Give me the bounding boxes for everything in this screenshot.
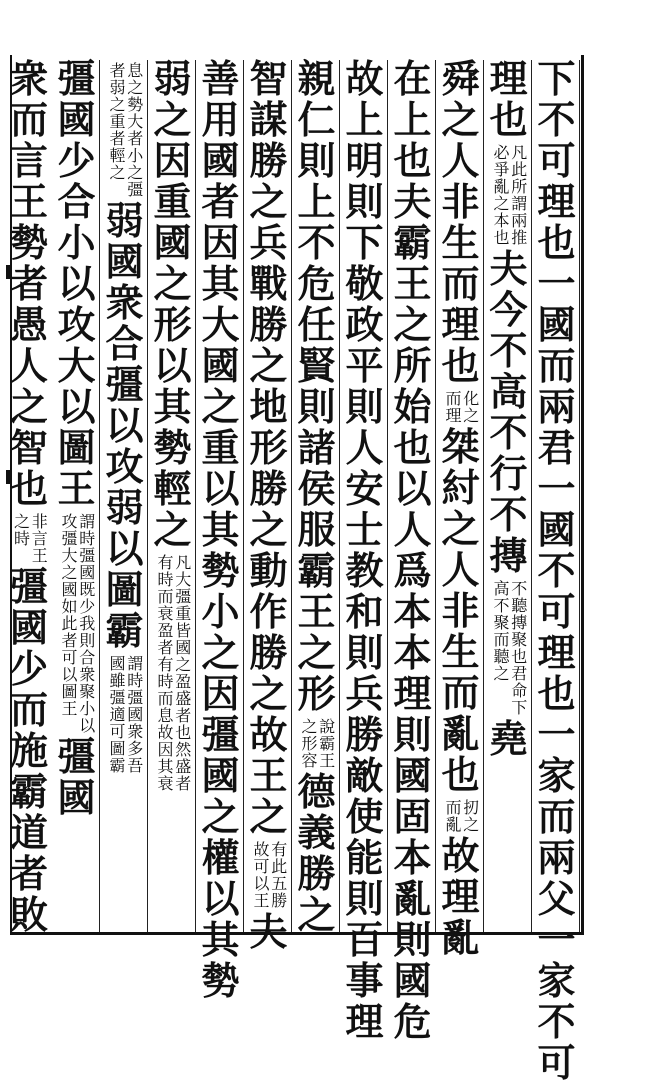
commentary-line: 必爭亂之本也 (491, 144, 510, 246)
main-char: 賢 (297, 343, 336, 388)
main-char: 而 (441, 261, 480, 306)
main-char: 之 (153, 507, 192, 552)
main-char: 兩 (537, 384, 576, 429)
main-char: 弱 (105, 485, 144, 530)
main-char: 攻 (105, 444, 144, 489)
main-char: 之 (153, 261, 192, 306)
main-char: 可 (537, 138, 576, 183)
main-char: 和 (345, 589, 384, 634)
commentary-line: 故可以王 (251, 841, 270, 909)
main-char: 合 (105, 321, 144, 366)
main-char: 明 (345, 138, 384, 183)
main-char: 也 (489, 97, 528, 142)
commentary-line: 非言王 (29, 513, 49, 564)
main-char: 理 (393, 671, 432, 716)
main-char: 理 (537, 630, 576, 675)
main-char: 地 (249, 384, 288, 429)
main-char: 國 (537, 302, 576, 347)
main-char: 霸 (105, 608, 144, 653)
main-char: 勝 (249, 138, 288, 183)
main-char: 則 (345, 630, 384, 675)
main-char: 勢 (201, 958, 240, 1003)
main-char: 則 (297, 384, 336, 429)
commentary-line: 凡此所謂兩推 (508, 144, 528, 246)
main-char: 者 (9, 261, 48, 306)
commentary-note (107, 655, 142, 774)
main-char: 理 (441, 302, 480, 347)
main-char: 王 (57, 466, 96, 511)
main-char: 勝 (249, 466, 288, 511)
main-char: 也 (441, 343, 480, 388)
main-char: 士 (345, 507, 384, 552)
main-char: 國 (393, 753, 432, 798)
main-char: 夫 (489, 246, 528, 291)
main-char: 霸 (9, 769, 48, 814)
main-char: 重 (201, 425, 240, 470)
main-char: 以 (153, 343, 192, 388)
main-char: 之 (249, 343, 288, 388)
main-char: 非 (441, 179, 480, 224)
main-char: 危 (297, 261, 336, 306)
main-char: 國 (153, 220, 192, 265)
main-char: 下 (345, 220, 384, 265)
main-char: 安 (345, 466, 384, 511)
main-char: 亂 (441, 915, 480, 960)
main-char: 敗 (9, 892, 48, 937)
main-char: 亂 (393, 876, 432, 921)
main-char: 兵 (345, 671, 384, 716)
main-char: 一 (537, 712, 576, 757)
main-char: 一 (537, 261, 576, 306)
main-char: 之 (153, 97, 192, 142)
main-char: 之 (393, 302, 432, 347)
commentary-line: 而亂 (443, 799, 462, 833)
commentary-note (443, 390, 478, 424)
main-char: 霸 (393, 220, 432, 265)
main-char: 君 (537, 425, 576, 470)
main-char: 彊 (57, 56, 96, 101)
main-char: 因 (201, 220, 240, 265)
main-char: 言 (9, 138, 48, 183)
main-char: 非 (441, 588, 480, 633)
main-char: 國 (105, 239, 144, 284)
main-char: 始 (393, 384, 432, 429)
main-char: 事 (345, 958, 384, 1003)
main-char: 平 (345, 343, 384, 388)
commentary-note (107, 62, 142, 198)
main-char: 也 (537, 220, 576, 265)
main-char: 之 (201, 384, 240, 429)
main-char: 父 (537, 876, 576, 921)
main-char: 人 (441, 138, 480, 183)
main-char: 兩 (537, 835, 576, 880)
main-char: 圖 (57, 425, 96, 470)
commentary-line: 有時而衰盈者有時而息故因其衰 (155, 554, 174, 792)
commentary-line: 凡大彊重皆國之盈盛者也然盛者 (172, 554, 192, 792)
main-char: 也 (393, 425, 432, 470)
main-char: 之 (201, 794, 240, 839)
main-char: 大 (201, 302, 240, 347)
main-char: 之 (201, 630, 240, 675)
main-char: 生 (441, 629, 480, 674)
main-char: 合 (57, 179, 96, 224)
main-char: 任 (297, 302, 336, 347)
main-char: 在 (393, 56, 432, 101)
commentary-note (299, 718, 334, 769)
main-char: 也 (537, 671, 576, 716)
commentary-line: 者弱之重者輕之 (107, 62, 126, 181)
main-char: 故 (441, 833, 480, 878)
main-char: 者 (201, 179, 240, 224)
main-char: 可 (537, 589, 576, 634)
main-char: 愚 (9, 302, 48, 347)
main-char: 衆 (9, 56, 48, 101)
main-char: 理 (345, 999, 384, 1044)
main-char: 舜 (441, 56, 480, 101)
main-char: 親 (297, 56, 336, 101)
main-char: 以 (201, 466, 240, 511)
main-char: 一 (537, 466, 576, 511)
main-char: 生 (441, 220, 480, 265)
commentary-note (12, 513, 47, 564)
main-char: 故 (249, 712, 288, 757)
main-char: 王 (249, 753, 288, 798)
main-char: 大 (57, 343, 96, 388)
main-char: 作 (249, 589, 288, 634)
main-char: 今 (489, 287, 528, 332)
main-char: 之 (249, 671, 288, 716)
main-char: 王 (9, 179, 48, 224)
main-char: 勝 (297, 851, 336, 896)
main-char: 勢 (9, 220, 48, 265)
main-char: 而 (537, 794, 576, 839)
commentary-line: 扨之 (460, 799, 480, 833)
main-char: 謀 (249, 97, 288, 142)
main-char: 國 (393, 958, 432, 1003)
main-char: 不 (489, 492, 528, 537)
commentary-line: 攻彊大之國如此者可以圖王 (59, 513, 78, 717)
main-char: 人 (345, 425, 384, 470)
main-char: 上 (393, 97, 432, 142)
main-char: 弱 (105, 198, 144, 243)
main-char: 不 (489, 410, 528, 455)
text-column (294, 56, 340, 937)
main-char: 則 (345, 876, 384, 921)
main-char: 形 (297, 671, 336, 716)
main-char: 之 (441, 506, 480, 551)
main-char: 一 (537, 917, 576, 962)
main-char: 善 (201, 56, 240, 101)
commentary-note (155, 554, 190, 792)
main-char: 仁 (297, 97, 336, 142)
main-char: 敵 (345, 753, 384, 798)
commentary-line: 不聽摶聚也君命下 (508, 580, 528, 716)
main-char: 動 (249, 548, 288, 593)
main-char: 權 (201, 835, 240, 880)
main-char: 可 (537, 1040, 576, 1085)
main-char: 國 (201, 343, 240, 388)
text-column (6, 56, 52, 937)
main-char: 以 (105, 526, 144, 571)
commentary-line: 高不聚而聽之 (491, 580, 510, 682)
main-char: 摶 (489, 533, 528, 578)
main-char: 不 (537, 97, 576, 142)
main-char: 侯 (297, 466, 336, 511)
main-char: 其 (201, 507, 240, 552)
main-char: 也 (393, 138, 432, 183)
main-char: 以 (105, 403, 144, 448)
commentary-note (59, 513, 94, 734)
main-char: 國 (537, 507, 576, 552)
main-char: 不 (537, 548, 576, 593)
main-char: 以 (57, 384, 96, 429)
commentary-line: 說霸王 (316, 718, 336, 769)
main-char: 理 (489, 56, 528, 101)
main-char: 亂 (441, 711, 480, 756)
commentary-note (491, 580, 526, 716)
main-char: 高 (489, 369, 528, 414)
main-char: 王 (393, 261, 432, 306)
main-char: 理 (441, 874, 480, 919)
main-char: 爲 (393, 548, 432, 593)
main-char: 堯 (489, 716, 528, 761)
main-char: 危 (393, 999, 432, 1044)
main-char: 故 (345, 56, 384, 101)
main-char: 諸 (297, 425, 336, 470)
main-char: 教 (345, 548, 384, 593)
main-char: 人 (9, 343, 48, 388)
main-char: 上 (345, 97, 384, 142)
main-char: 者 (9, 851, 48, 896)
main-char: 敬 (345, 261, 384, 306)
main-char: 桀 (441, 424, 480, 469)
commentary-line: 謂時彊國既少我則合衆聚小以 (76, 513, 96, 734)
main-char: 道 (9, 810, 48, 855)
main-char: 之 (249, 507, 288, 552)
main-char: 不 (489, 328, 528, 373)
text-column (246, 56, 292, 954)
main-char: 國 (201, 753, 240, 798)
commentary-note (443, 799, 478, 833)
main-char: 之 (9, 384, 48, 429)
main-char: 因 (153, 138, 192, 183)
main-char: 服 (297, 507, 336, 552)
main-char: 勢 (153, 425, 192, 470)
text-column (102, 60, 148, 932)
main-char: 紂 (441, 465, 480, 510)
commentary-note (251, 841, 286, 909)
main-char: 夫 (393, 179, 432, 224)
main-char: 弱 (153, 56, 192, 101)
commentary-line: 國雖彊適可圖霸 (107, 655, 126, 774)
main-char: 形 (153, 302, 192, 347)
main-char: 德 (297, 769, 336, 814)
main-char: 施 (9, 728, 48, 773)
text-column (390, 56, 436, 1044)
main-char: 而 (537, 343, 576, 388)
main-char: 固 (393, 794, 432, 839)
text-column (54, 56, 100, 932)
main-char: 之 (297, 630, 336, 675)
main-char: 使 (345, 794, 384, 839)
main-char: 用 (201, 97, 240, 142)
main-char: 國 (57, 775, 96, 820)
main-char: 上 (297, 179, 336, 224)
main-char: 所 (393, 343, 432, 388)
main-char: 百 (345, 917, 384, 962)
main-char: 彊 (105, 362, 144, 407)
commentary-line: 之時 (11, 513, 31, 547)
commentary-note (491, 144, 526, 246)
text-column (150, 56, 196, 932)
main-char: 國 (9, 605, 48, 650)
main-char: 能 (345, 835, 384, 880)
main-char: 而 (9, 97, 48, 142)
commentary-line: 而理 (443, 390, 462, 424)
commentary-line: 謂時彊國衆多吾 (124, 655, 144, 774)
main-char: 而 (9, 687, 48, 732)
main-char: 重 (153, 179, 192, 224)
commentary-line: 化之 (460, 390, 480, 424)
commentary-line: 有此五勝 (268, 841, 288, 909)
main-char: 小 (201, 589, 240, 634)
main-char: 則 (393, 712, 432, 757)
commentary-line: 息之勢大者小之彊 (124, 62, 144, 198)
main-char: 勝 (249, 630, 288, 675)
main-char: 戰 (249, 261, 288, 306)
main-char: 也 (9, 466, 48, 511)
main-char: 夫 (249, 909, 288, 954)
main-char: 衆 (105, 280, 144, 325)
main-char: 不 (297, 220, 336, 265)
main-char: 也 (441, 752, 480, 797)
main-char: 其 (201, 917, 240, 962)
main-char: 之 (441, 97, 480, 142)
main-char: 下 (537, 56, 576, 101)
main-char: 國 (57, 97, 96, 142)
text-column (486, 56, 532, 932)
main-char: 之 (249, 794, 288, 839)
main-char: 本 (393, 835, 432, 880)
main-char: 彊 (9, 564, 48, 609)
main-char: 智 (9, 425, 48, 470)
main-char: 而 (441, 670, 480, 715)
main-char: 之 (297, 892, 336, 937)
text-column (198, 56, 244, 1003)
main-char: 家 (537, 958, 576, 1003)
main-char: 義 (297, 810, 336, 855)
main-char: 小 (57, 220, 96, 265)
main-char: 霸 (297, 548, 336, 593)
main-char: 勢 (201, 548, 240, 593)
main-char: 本 (393, 630, 432, 675)
main-char: 兵 (249, 220, 288, 265)
main-char: 則 (345, 384, 384, 429)
text-column (534, 56, 580, 1085)
main-char: 彊 (201, 712, 240, 757)
main-char: 勝 (249, 302, 288, 347)
main-char: 王 (297, 589, 336, 634)
main-char: 圖 (105, 567, 144, 612)
main-char: 勝 (345, 712, 384, 757)
main-char: 則 (345, 179, 384, 224)
main-char: 因 (201, 671, 240, 716)
main-char: 則 (393, 917, 432, 962)
main-char: 行 (489, 451, 528, 496)
main-char: 其 (201, 261, 240, 306)
main-char: 國 (201, 138, 240, 183)
main-char: 本 (393, 589, 432, 634)
main-char: 家 (537, 753, 576, 798)
main-char: 人 (393, 507, 432, 552)
main-char: 則 (297, 138, 336, 183)
main-char: 理 (537, 179, 576, 224)
main-char: 彊 (57, 734, 96, 779)
main-char: 攻 (57, 302, 96, 347)
main-char: 人 (441, 547, 480, 592)
main-char: 以 (201, 876, 240, 921)
main-char: 以 (393, 466, 432, 511)
text-column (438, 56, 484, 960)
main-char: 智 (249, 56, 288, 101)
main-char: 不 (537, 999, 576, 1044)
text-column (342, 56, 388, 1044)
main-char: 少 (57, 138, 96, 183)
main-char: 其 (153, 384, 192, 429)
main-char: 形 (249, 425, 288, 470)
main-char: 之 (249, 179, 288, 224)
commentary-line: 之形容 (299, 718, 318, 769)
main-char: 以 (57, 261, 96, 306)
main-char: 政 (345, 302, 384, 347)
main-char: 少 (9, 646, 48, 691)
main-char: 輕 (153, 466, 192, 511)
